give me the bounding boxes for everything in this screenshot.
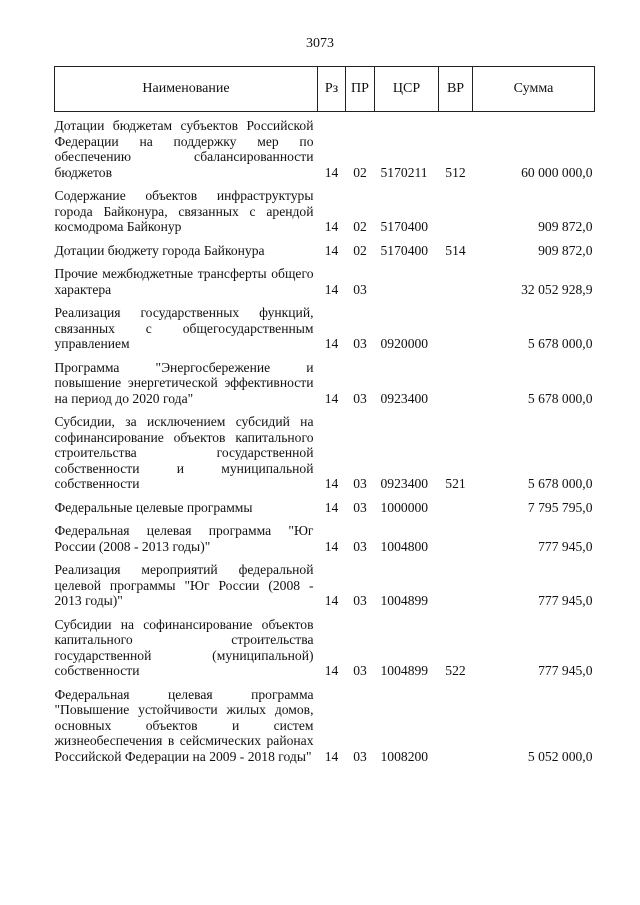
row-name: Программа "Энергосбережение и повышение энергетической эффективности на период до 2020 года" [54,359,314,406]
row-rz: 14 [324,499,339,515]
row-pr: 03 [353,476,367,491]
header-sum: Сумма [473,67,595,112]
row-csr: 5170211 [380,164,428,180]
row-name: Субсидии на софинансирование объектов капитального строительства государственной (муниципальной) собственности [54,616,314,678]
row-vr [439,299,473,354]
row-pr: 03 [353,281,367,297]
row-sum: 5 678 000,0 [527,390,593,406]
table-row [55,112,595,183]
row-csr: 1000000 [380,499,429,515]
row-pr: 02 [353,242,367,258]
row-sum: 60 000 000,0 [521,164,593,180]
header-vr: ВР [439,67,473,112]
table-row [55,681,595,767]
row-vr: 512 [445,164,466,180]
row-name: Реализация государственных функций, связанных с общегосударственным управлением [54,305,314,351]
row-rz: 14 [324,593,339,608]
row-csr: 5170400 [380,219,429,234]
row-pr: 03 [353,748,367,764]
row-vr [439,260,473,299]
row-vr [439,494,473,518]
table-row [55,611,595,681]
row-pr: 03 [353,336,367,351]
table-row [55,260,595,299]
table-row [55,517,595,556]
row-sum: 909 872,0 [538,219,593,234]
row-pr: 02 [353,164,367,180]
row-vr [439,354,473,409]
header-rz: Рз [318,67,346,112]
header-name: Наименование [55,67,318,112]
row-csr: 0923400 [380,476,429,491]
row-name: Дотации бюджетам субъектов Российской Федерации на поддержку мер по обеспечению сбалансированности бюджетов [54,118,314,180]
row-sum: 5 678 000,0 [527,476,593,491]
table-header-row [55,67,595,112]
row-rz: 14 [324,242,339,258]
row-sum: 5 052 000,0 [527,748,593,764]
row-csr [375,260,439,299]
row-rz: 14 [324,164,339,180]
row-pr: 02 [353,219,367,234]
row-sum: 5 678 000,0 [527,336,593,351]
row-pr: 03 [353,538,367,554]
row-vr [439,517,473,556]
row-name: Дотации бюджету города Байконура [54,242,265,258]
table-row [55,354,595,409]
header-pr: ПР [346,67,375,112]
row-vr [439,556,473,611]
row-sum: 909 872,0 [538,242,593,258]
row-rz: 14 [324,336,339,351]
table-row [55,299,595,354]
row-csr: 1004800 [380,538,429,554]
row-pr: 03 [353,663,367,678]
row-name: Федеральная целевая программа "Юг России (2008 - 2013 годы)" [54,523,314,554]
row-csr: 5170400 [380,242,429,258]
row-csr: 1004899 [380,663,429,678]
header-csr: ЦСР [375,67,439,112]
row-rz: 14 [324,281,339,297]
row-sum: 7 795 795,0 [527,499,593,515]
table-row [55,556,595,611]
row-name: Федеральная целевая программа "Повышение устойчивости жилых домов, основных объектов и систем жизнеобеспечения в сейсмических районах Российской Федерации на 2009 - 2018 годы" [54,686,314,764]
page-number: 3073 [306,36,334,51]
row-csr: 1008200 [380,748,429,764]
row-vr: 521 [445,476,466,491]
row-csr: 0920000 [380,336,429,351]
row-name: Реализация мероприятий федеральной целевой программы "Юг России (2008 - 2013 годы)" [54,562,314,608]
row-rz: 14 [324,748,339,764]
table-row [55,237,595,261]
row-sum: 777 945,0 [538,593,593,608]
row-vr [439,681,473,767]
row-sum: 32 052 928,9 [521,281,593,297]
row-rz: 14 [324,538,339,554]
budget-table [54,66,595,766]
row-csr: 0923400 [380,390,429,406]
row-vr [439,182,473,237]
row-name: Федеральные целевые программы [54,499,253,515]
row-pr: 03 [353,390,367,406]
row-vr: 522 [445,663,466,678]
row-sum: 777 945,0 [538,538,593,554]
row-vr: 514 [445,242,466,258]
row-sum: 777 945,0 [538,663,593,678]
table-row [55,494,595,518]
row-rz: 14 [324,663,339,678]
row-pr: 03 [353,593,367,608]
row-csr: 1004899 [380,593,429,608]
row-name: Субсидии, за исключением субсидий на софинансирование объектов капитального строительства государственной собственности и муниципальной собственности [54,414,314,491]
table-row [55,182,595,237]
row-name: Прочие межбюджетные трансферты общего характера [54,266,314,297]
row-name: Содержание объектов инфраструктуры города Байконура, связанных с арендой космодрома Байконур [54,188,314,234]
row-pr: 03 [353,499,367,515]
row-rz: 14 [324,390,339,406]
row-rz: 14 [324,219,339,234]
table-row [55,408,595,494]
row-rz: 14 [324,476,339,491]
